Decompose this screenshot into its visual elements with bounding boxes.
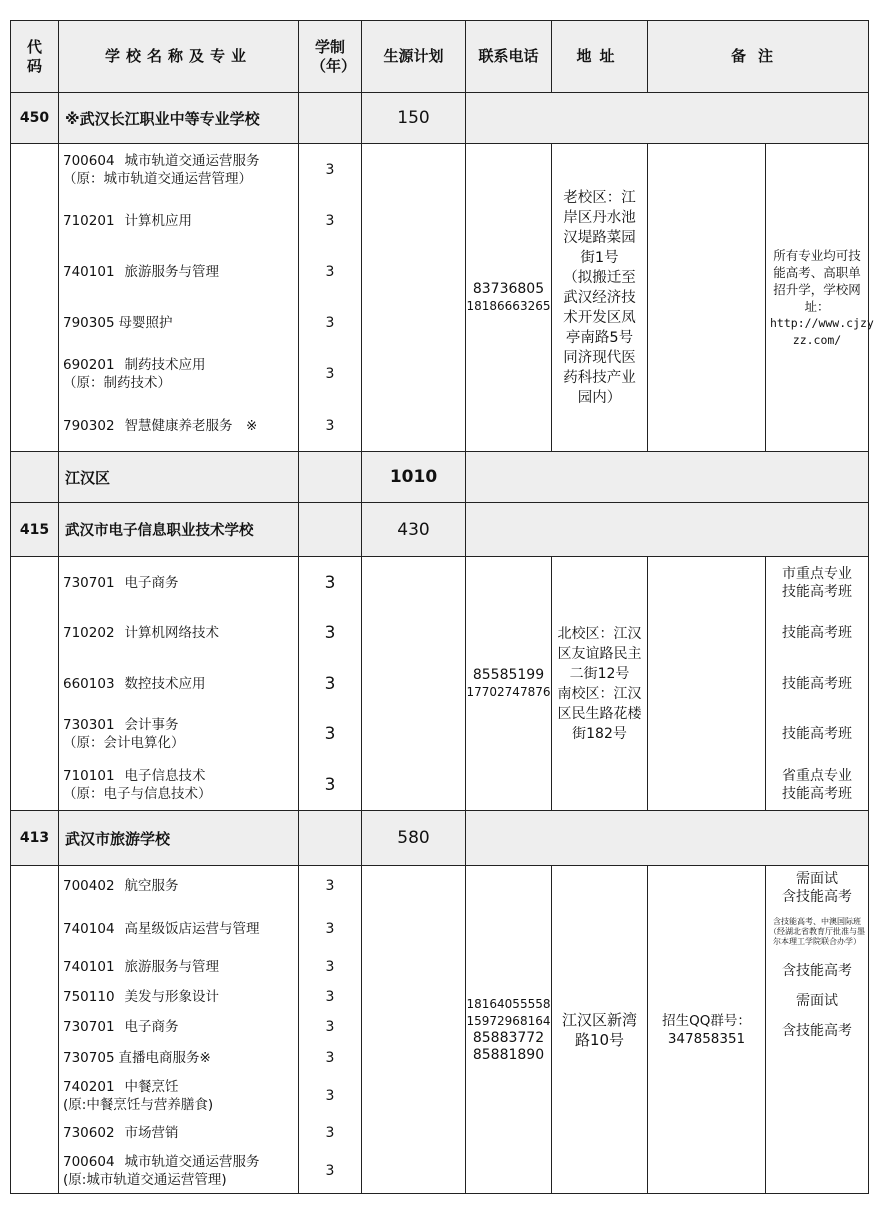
district-row	[11, 452, 869, 503]
school-code: 413	[11, 811, 59, 866]
school-plan: 580	[362, 811, 466, 866]
remark-list	[766, 866, 869, 1194]
list-item: 730301 会计事务 （原：会计电算化）	[63, 717, 185, 751]
empty-cell	[11, 452, 59, 503]
empty-cell	[648, 557, 766, 811]
remark-note: 技能高考班	[782, 625, 852, 641]
major-list	[59, 557, 299, 811]
admissions-table	[10, 20, 874, 1194]
years-value: 3	[324, 673, 336, 694]
majors-row-450	[11, 144, 869, 452]
remark-list	[766, 557, 869, 811]
remark-note: 需面试 含技能高考	[782, 871, 852, 905]
empty-cell	[11, 557, 59, 811]
list-item: 710101 电子信息技术 （原：电子与信息技术）	[63, 767, 212, 802]
empty-cell	[466, 452, 869, 503]
years-value: 3	[325, 1124, 335, 1141]
years-value: 3	[325, 366, 335, 382]
list-item: 790305 母婴照护	[63, 314, 173, 331]
remark-note: 省重点专业 技能高考班	[782, 767, 852, 802]
remark-note: 技能高考班	[782, 675, 852, 692]
years-value: 3	[325, 1050, 335, 1066]
years-value: 3	[325, 1087, 335, 1104]
header-plan: 生源计划	[362, 21, 466, 93]
header-years: 学制（年）	[299, 21, 362, 93]
list-item: 730701 电子商务	[63, 1019, 179, 1035]
header-remark: 备注	[648, 21, 869, 93]
list-item: 740101 旅游服务与管理	[63, 263, 220, 280]
list-item: 710201 计算机应用	[63, 212, 193, 229]
list-item: 700402 航空服务	[63, 878, 179, 894]
empty-cell	[466, 93, 869, 144]
years-value: 3	[324, 572, 336, 593]
school-plan: 430	[362, 503, 466, 557]
list-item: 710202 计算机网络技术	[63, 625, 220, 641]
major-list	[59, 144, 299, 452]
empty-cell	[299, 93, 362, 144]
list-item: 730705 直播电商服务※	[63, 1050, 211, 1066]
years-list	[299, 144, 362, 452]
contact-phone: 83736805 18186663265	[466, 144, 552, 452]
school-row-450	[11, 93, 869, 144]
contact-phone: 85585199 17702747876	[466, 557, 552, 811]
remark-note: 市重点专业 技能高考班	[782, 565, 852, 600]
empty-cell	[299, 503, 362, 557]
list-item: 790302 智慧健康养老服务 ※	[63, 417, 258, 434]
school-code: 450	[11, 93, 59, 144]
list-item: 700604 城市轨道交通运营服务 (原:城市轨道交通运营管理)	[63, 1153, 260, 1188]
years-value: 3	[325, 314, 335, 331]
major-list	[59, 866, 299, 1194]
contact-phone: 18164055558 15972968164 85883772 85881890	[466, 866, 552, 1194]
remark-note: 技能高考班	[782, 726, 852, 742]
address: 江汉区新湾 路10号	[552, 866, 648, 1194]
address: 北校区：江汉 区友谊路民主 二街12号 南校区：江汉 区民生路花楼 街182号	[552, 557, 648, 811]
years-value: 3	[325, 1019, 335, 1035]
list-item: 750110 美发与形象设计	[63, 989, 220, 1005]
qq-group: 招生QQ群号： 347858351	[648, 866, 766, 1194]
remark-note: 含技能高考	[782, 963, 852, 979]
address: 老校区：江 岸区丹水池 汉堤路菜园 街1号 （拟搬迁至 武汉经济技 术开发区凤 亭南路5号 同济现代医 药科技产业 园内）	[552, 144, 648, 452]
years-value: 3	[324, 774, 336, 795]
header-name: 学校名称及专业	[59, 21, 299, 93]
school-plan: 150	[362, 93, 466, 144]
empty-cell	[648, 144, 766, 452]
empty-cell	[11, 866, 59, 1194]
empty-cell	[362, 866, 466, 1194]
list-item: 660103 数控技术应用	[63, 675, 206, 692]
empty-cell	[466, 811, 869, 866]
list-item: 730701 电子商务	[63, 574, 179, 591]
school-row-415	[11, 503, 869, 557]
remark-note: 含技能高考、中澳国际班 （经湖北省教育厅批准与墨 尔本理工学院联合办学）	[769, 917, 865, 946]
empty-cell	[362, 144, 466, 452]
years-list	[299, 557, 362, 811]
majors-row-415	[11, 557, 869, 811]
empty-cell	[362, 557, 466, 811]
empty-cell	[299, 452, 362, 503]
empty-cell	[11, 144, 59, 452]
years-value: 3	[325, 989, 335, 1005]
list-item: 740101 旅游服务与管理	[63, 959, 220, 975]
header-code: 代码	[11, 21, 59, 93]
district-plan: 1010	[362, 452, 466, 503]
years-value: 3	[325, 161, 335, 178]
list-item: 690201 制药技术应用 （原：制药技术）	[63, 357, 206, 391]
remark-note: 需面试	[796, 993, 838, 1009]
school-code: 415	[11, 503, 59, 557]
school-row-413	[11, 811, 869, 866]
list-item: 700604 城市轨道交通运营服务 （原：城市轨道交通运营管理）	[63, 152, 260, 187]
remark: 所有专业均可技 能高考、高职单 招升学，学校网 址： http://www.cjzy zz.com/	[766, 144, 869, 452]
header-row	[11, 21, 869, 93]
header-phone: 联系电话	[466, 21, 552, 93]
years-value: 3	[325, 878, 335, 894]
empty-cell	[466, 503, 869, 557]
years-value: 3	[325, 921, 335, 937]
header-address: 地址	[552, 21, 648, 93]
school-name: 武汉市旅游学校	[59, 811, 299, 866]
years-value: 3	[324, 623, 336, 643]
majors-row-413	[11, 866, 869, 1194]
list-item: 740201 中餐烹饪 (原:中餐烹饪与营养膳食)	[63, 1078, 214, 1113]
remark-note: 含技能高考	[782, 1023, 852, 1039]
years-value: 3	[325, 212, 335, 229]
school-name: 武汉市电子信息职业技术学校	[59, 503, 299, 557]
list-item: 730602 市场营销	[63, 1124, 179, 1141]
years-value: 3	[325, 263, 335, 280]
years-value: 3	[325, 959, 335, 975]
years-value: 3	[324, 724, 336, 744]
years-value: 3	[325, 417, 335, 434]
empty-cell	[299, 811, 362, 866]
years-value: 3	[325, 1162, 335, 1179]
school-name: ※武汉长江职业中等专业学校	[59, 93, 299, 144]
district-name: 江汉区	[59, 452, 299, 503]
list-item: 740104 高星级饭店运营与管理	[63, 921, 260, 937]
years-list	[299, 866, 362, 1194]
